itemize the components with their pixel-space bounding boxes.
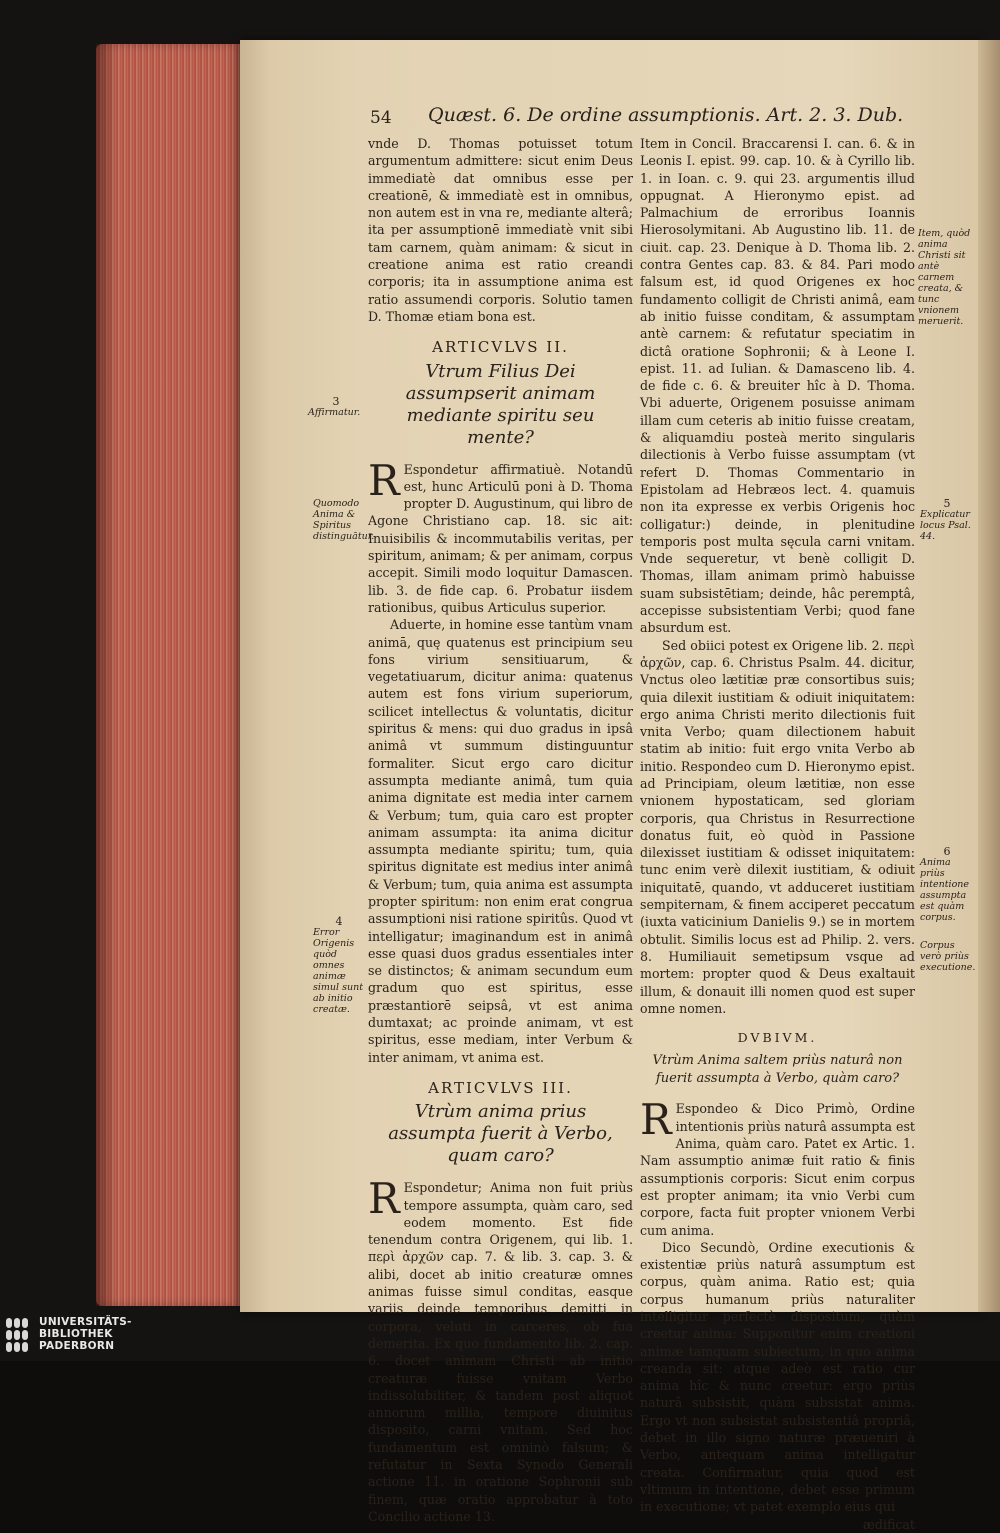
gutter-next-page	[978, 40, 1000, 1312]
margin-note-text: Affirmatur.	[308, 407, 361, 418]
margin-number: 6	[943, 845, 951, 858]
drop-cap: R	[640, 1095, 672, 1145]
right-column	[640, 135, 915, 1533]
article-3-title: ARTICVLVS III.	[428, 1078, 573, 1097]
article-2-paragraph-2: Aduerte, in homine esse tantùm vnam animā, quę quatenus est principium seu fons virium sensitiuarum, & vegetatiuarum, dicitur anima: quatenus autem est fons virium superiorum, scilicet intellectus & voluntatis, dicitur spiritus & mens: qui duo gradus in ipsâ animâ vt summum distinguuntur formaliter. Sicut ergo caro dicitur assumpta mediante animâ, tum quia anima dignitate est media inter carnem & Verbum; tum, quia caro est propter animam assumpta: ita anima dicitur assumpta mediante spiritu; tum, quia spiritus dignitate est medius inter animâ & Verbum; tum, quia anima est assumpta propter spiritum: non enim erat congrua assumptioni nisi ratione spiritûs. Quod vt intelligatur; imaginandum est in animâ esse quasi duos gradus essentiales inter se distinctos; & animam secundum eum gradum quo est spiritus, esse præstantiorē seipsâ, vt est anima dumtaxat; ac proinde animam, vt est spiritus, esse mediam, inter Verbum & inter animam, vt anima est.	[368, 617, 634, 1065]
margin-note-3	[308, 396, 364, 418]
page-number: 54	[370, 108, 392, 128]
margin-number: 4	[335, 915, 343, 928]
library-logo-text: UNIVERSITÄTS- BIBLIOTHEK PADERBORN	[39, 1316, 132, 1352]
dubium-paragraph-2: Dico Secundò, Ordine executionis & existentiæ priùs naturâ assumptum est corpus, quàm anima. Ratio est; quia corpus humanum priùs naturaliter intelligitur perfectè dispositum, quàm creetur anima: Supponitur enim creationi animæ tamquam subiectum, in quo anima creanda sit: atque adeò est ratio cur anima hîc & nunc creetur: ergo priùs naturâ subsistit, quàm subsistat anima. Ergo vt non subsistat subsistentiâ propriâ, debet in illo signo naturæ præueniri à Verbo, antequam anima intelligatur creata. Confirmatur, quia quod est vltimum in intentione, debet esse primum in executione; vt patet exemplo eius qui	[640, 1239, 915, 1515]
page-fore-edge	[96, 44, 242, 1306]
library-logo	[6, 1316, 166, 1358]
margin-note-item	[918, 228, 972, 327]
running-header	[370, 104, 904, 134]
right-paragraph-1: Item in Concil. Braccarensi I. can. 6. & in Leonis I. epist. 99. cap. 10. & à Cyrillo lib. 1. in Ioan. c. 9. qui 23. argumentis illud oppugnat. A Hieronymo epist. ad Palmachium de erroribus Ioannis Hierosolymitani. Ab Augustino lib. 11. de ciuit. cap. 23. Denique à D. Thoma lib. 2. contra Gentes cap. 83. & 84. Pari modo falsum est, id quod Origenes ex hoc fundamento colligit de Christi animâ, eam ab initio fuisse conditam, & assumptam antè carnem: & refutatur speciatim in dictâ oratione Sophronii; & à Leone I. epist. 11. ad Iulian. & Damasceno lib. 4. de fide c. 6. & breuiter hîc à D. Thoma. Vbi aduerte, Origenem posuisse animam illam cum ceteris ab initio fuisse creatam, & aliquamdiu posteà merito singularis dilectionis à Verbo fuisse assumptam (vt refert D. Thomas Commentario in Epistolam ad Hebræos lect. 4. quamuis non ita expresse ex verbis Origenis hoc colligatur:) deinde, in plenitudine temporis post multa sęcula carni vnitam. Vnde sequeretur, vt benè colligit D. Thomas, illam animam primò habuisse suam subsistētiam; deinde, hâc peremptâ, accepisse subsistentiam Verbi; quod fane absurdum est.	[640, 136, 915, 636]
drop-cap: R	[368, 1174, 400, 1224]
article-2-title: ARTICVLVS II.	[432, 338, 569, 357]
margin-note-text: Item, quòd anima Christi sit antè carnem creata, & tunc vnionem meruerit.	[918, 228, 971, 327]
article-2-paragraph-1: Espondetur affirmatiuè. Notandū est, hunc Articulū poni à D. Thoma propter D. Augustinum, qui libro de Agone Christiano cap. 18. sic ait: Inuisibilis & incommutabilis veritas, per spiritum, animam; & per animam, corpus accepit. Simili modo loquitur Damascen. lib. 3. de fide cap. 6. Probatur iisdem rationibus, quibus Articulus superior.	[368, 461, 633, 615]
margin-note-5	[920, 498, 974, 542]
margin-note-text: Explicatur locus Psal. 44.	[920, 509, 971, 542]
margin-note-6	[920, 846, 974, 923]
article-3-question: Vtrùm anima prius assumpta fuerit à Verbo, quam caro?	[388, 1101, 613, 1167]
running-head-text: Quæst. 6. De ordine assumptionis. Art. 2. 3. Dub.	[428, 104, 904, 126]
fore-edge-shadow	[96, 44, 116, 1306]
article-3-paragraph-1: Espondetur; Anima non fuit priùs tempore assumpta, quàm caro, sed eodem momento. Est fide tenendum contra Origenem, qui lib. 1. περὶ ἀρχῶν cap. 7. & lib. 3. cap. 3. & alibi, docet ab initio creaturæ omnes animas fuisse simul conditas, easque variis deinde temporibus demitti in corpora, veluti in carceres, ob fua demerita. Ex quo fundamento lib. 2. cap. 6. docet animam Christi ab initio creaturæ fuisse vnitam Verbo indissolubiliter, & tandem post aliquot annorum millia, tempore diuinitus disposito, carni vnitam. Sed hoc fundamentum est omninò falsum; & refutatur in Sexta Synodo Generali actione 11. in oratione Sophronii sub finem, quæ oratio approbatur à toto Concilio actione 13.	[368, 1180, 633, 1524]
margin-note-text: Corpus verò priùs executione.	[920, 940, 976, 973]
margin-note-4	[313, 916, 365, 1015]
margin-number: 5	[943, 497, 951, 510]
library-logo-icon	[6, 1318, 32, 1352]
catchword: ædificat	[863, 1516, 915, 1532]
left-column	[368, 135, 633, 1525]
dubium-question: Vtrùm Anima saltem priùs naturâ non fuerit assumpta à Verbo, quàm caro?	[652, 1053, 903, 1087]
margin-note-text: Quomodo Anima & Spiritus distinguātur.	[313, 498, 375, 542]
drop-cap: R	[368, 455, 400, 505]
left-intro-paragraph: vnde D. Thomas potuisset totum argumentum admittere: sicut enim Deus immediatè dat omnibus esse per creationē, & immediatè est in omnibus, non autem est in vna re, mediante alterâ; ita per assumptionē immediatè vnit sibi tam carnem, quàm animam: & sicut in creatione anima est ratio creandi corporis; ita in assumptione anima est ratio assumendi corporis. Solutio tamen D. Thomæ etiam bona est.	[368, 136, 633, 324]
margin-note-text: Error Origenis quòd omnes animæ simul sunt ab initio creatæ.	[313, 927, 364, 1015]
margin-note-text: Anima priùs intentione assumpta est quàm corpus.	[920, 857, 970, 923]
margin-note-quomodo	[313, 498, 375, 542]
article-2-question: Vtrum Filius Dei assumpserit animam mediante spiritu seu mente?	[405, 360, 596, 448]
margin-note-corpus	[920, 940, 974, 973]
margin-number: 3	[332, 395, 340, 408]
right-paragraph-2: Sed obiici potest ex Origene lib. 2. περὶ ἀρχῶν, cap. 6. Christus Psalm. 44. dicitur, Vnctus oleo lætitiæ præ consortibus suis; quia dilexit iustitiam & odiuit iniquitatem: ergo anima Christi merito dilectionis fuit vnita Verbo; quam dilectionem habuit statim ab initio: fuit ergo vnita Verbo ab initio. Respondeo cum D. Hieronymo epist. ad Principiam, oleum lætitiæ, non esse vnionem hypostaticam, sed gloriam corporis, qua Christus in Resurrectione donatus fuit, eò quòd in Passione dilexisset iustitiam & odisset iniquitatem: tunc enim verè dilexit iustitiam, & odiuit iniquitatē, quando, vt adduceret iustitiam sempiternam, & finem acciperet peccatum (iuxta vaticinium Danielis 9.) se in mortem obtulit. Similis locus est ad Philip. 2. vers. 8. Humiliauit semetipsum vsque ad mortem: propter quod & Deus exaltauit illum, & donauit illi nomen quod est super omne nomen.	[640, 637, 915, 1016]
dubium-paragraph-1: Espondeo & Dico Primò, Ordine intentionis priùs naturâ assumpta est Anima, quàm caro. Patet ex Artic. 1. Nam assumptio animæ fuit ratio & finis assumptionis corporis: Sicut enim corpus est propter animam; ita vnio Verbi cum corpore, facta fuit propter vnionem Verbi cum anima.	[640, 1101, 915, 1238]
dubium-title: DVBIVM.	[737, 1030, 818, 1046]
